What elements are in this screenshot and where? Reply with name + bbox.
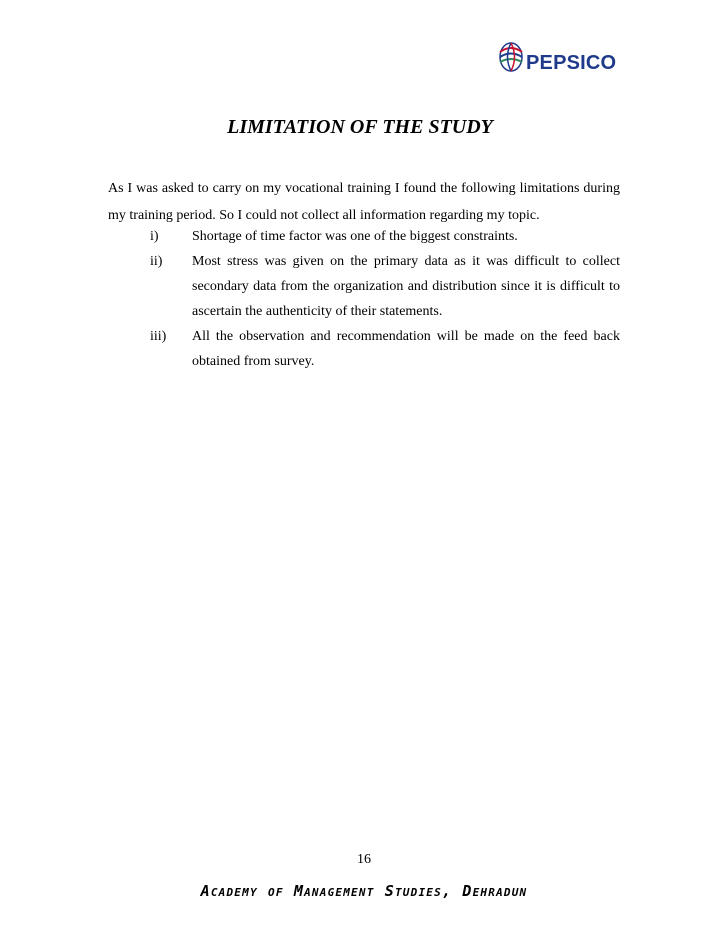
list-item-text: Most stress was given on the primary data as it was difficult to collect secondary data from the organization and distribution since it is difficult to ascertain the authenticity of their statements.	[192, 254, 620, 319]
list-item-number: ii)	[150, 254, 163, 269]
intro-paragraph: As I was asked to carry on my vocational training I found the following limitations during my training period. So I could not collect all information regarding my topic.	[108, 181, 620, 223]
logo-text: PEPSICO	[526, 51, 617, 74]
list-item-number: iii)	[150, 329, 167, 344]
page-title: LIMITATION OF THE STUDY	[227, 116, 493, 138]
pepsico-logo	[498, 40, 616, 74]
page-number: 16	[357, 852, 371, 867]
list-item	[108, 324, 620, 374]
list-item-number: i)	[150, 229, 159, 244]
limitations-list	[108, 224, 620, 374]
list-item-text: Shortage of time factor was one of the biggest constraints.	[192, 229, 518, 244]
list-item-text: All the observation and recommendation will be made on the feed back obtained from survey.	[192, 329, 620, 369]
footer: Academy of Management Studies, Dehradun	[200, 882, 528, 900]
list-item	[108, 249, 620, 324]
list-item	[108, 224, 620, 249]
globe-icon	[498, 40, 524, 74]
